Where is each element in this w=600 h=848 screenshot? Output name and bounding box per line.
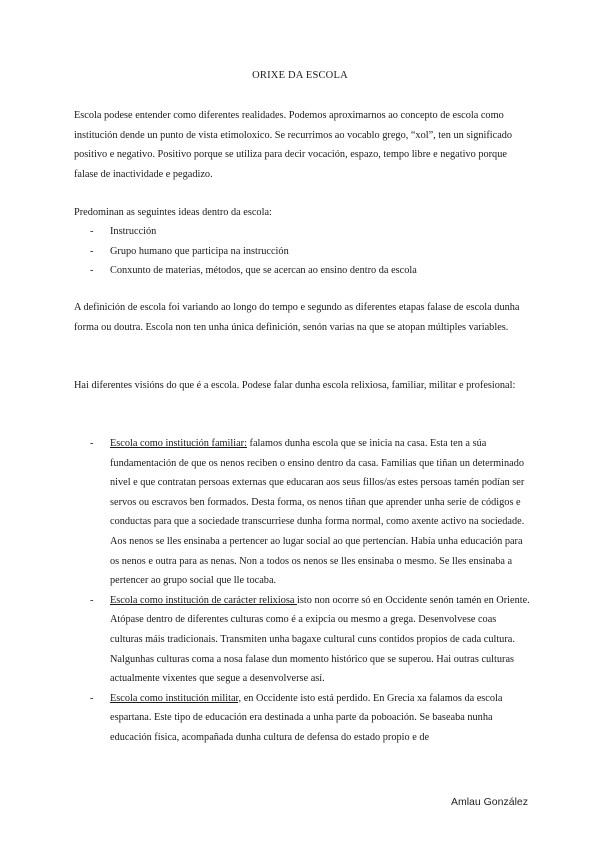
vision-text: en Occidente isto está perdido. En Grecia xa falamos da escola espartana. Este tipo de educación era destinada a unha parte da poboación. Se baseaba nunha educación física, acompañada dunha cultura de defensa do estado propio e de [110, 692, 503, 743]
vision-text: falamos dunha escola que se inicia na casa. Esta ten a súa fundamentación de que os nenos reciben o ensino dentro da casa. Familias que tiñan un determinado nivel e que contratan persoas externas que educaran aos seus fillos/as estes persoas tamén podían ser servos ou escravos ben formados. Desta forma, os nenos tiñan que aprender unha serie de códigos e conductas para que a sociedade transcurriese dunha forma normal, como axente activo na sociedade. Aos nenos se lles ensinaba a pertencer ao lugar social ao que pertencían. Había unha educación para os nenos e outra para as nenas. Non a todos os nenos se lles ensinaba o mesmo. Se lles ensinaba a pertencer ao grupo social que lle tocaba. [110, 438, 525, 587]
visions-list [90, 434, 530, 748]
list-item [90, 689, 530, 748]
definition-paragraph: A definición de escola foi variando ao longo do tempo e segundo as diferentes etapas falase de escola dunha forma ou doutra. Escola non ten unha única definición, senón varias na que se atopan múltiples variables. [74, 302, 520, 333]
vision-label: Escola como institución de carácter relixiosa [110, 594, 297, 606]
list-item: - Conxunto de materias, métodos, que se acercan ao ensino dentro da escola [90, 261, 530, 281]
vision-label: Escola como institución familiar: [110, 438, 247, 449]
list-item: - Instrucción [90, 222, 530, 242]
list-item [90, 591, 530, 689]
ideas-list [90, 222, 530, 281]
intro-paragraph: Escola podese entender como diferentes realidades. Podemos aproximarnos ao concepto de escola como institución dende un punto de vista etimoloxico. Se recurrimos ao vocablo grego, “xol”, ten un significado positivo e negativo. Positivo porque se utiliza para decir vocación, espazo, tempo libre e negativo porque falase de inactividade e pegadizo. [74, 110, 513, 180]
page-title: ORIXE DA ESCOLA [252, 70, 348, 81]
ideas-heading: Predominan as seguintes ideas dentro da escola: [74, 207, 272, 218]
list-item: - Grupo humano que participa na instrucción [90, 242, 530, 262]
vision-label: Escola como institución militar, [110, 692, 242, 704]
visions-paragraph: Hai diferentes visións do que é a escola. Podese falar dunha escola relixiosa, familiar, militar e profesional: [74, 380, 516, 391]
list-item [90, 434, 530, 591]
author-footer: Amlau González [450, 796, 528, 808]
vision-text: isto non ocorre só en Occidente senón tamén en Oriente. Atópase dentro de diferentes culturas como é a exipcia ou mesmo a grega. Desenvolvese coas culturas máis tradicionais. Transmiten unha bagaxe cultural cuns contidos propios de cada cultura. Nalgunhas culturas coma a nosa falase dun momento histórico que se superou. Hai outras culturas actualmente vixentes que segue a desenvolverse así. [110, 594, 530, 685]
